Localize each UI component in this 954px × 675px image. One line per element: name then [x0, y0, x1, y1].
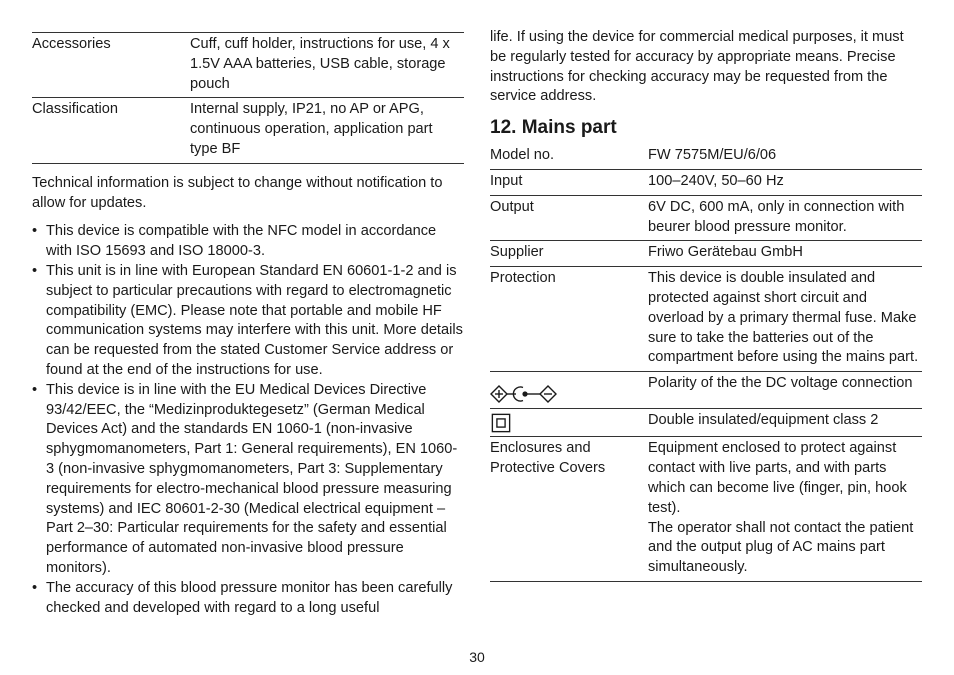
continuation-text: life. If using the device for commercial medical purposes, it must be regularly tested for accuracy by appropriate means. Precise instructions for checking accuracy may be requested from the service address. — [490, 29, 904, 105]
class-2-double-square-icon — [490, 413, 512, 433]
compliance-list — [32, 222, 464, 618]
spec-value — [648, 437, 922, 582]
spec-key: Accessories — [32, 36, 111, 52]
list-item: • The accuracy of this blood pressure monitor has been carefully checked and developed with regard to a long useful — [32, 579, 464, 619]
spec-value: 100–240V, 50–60 Hz — [648, 172, 784, 189]
right-column — [490, 0, 922, 582]
enclosure-text-2: The operator shall not contact the patient and the output plug of AC mains part simultaneously. — [648, 519, 914, 576]
enclosure-text-1: Equipment enclosed to protect against contact with live parts, and with parts which can become live (finger, pin, hook test). — [648, 440, 907, 516]
table-row — [490, 437, 922, 582]
table-row — [32, 98, 464, 163]
spec-key: Protection — [490, 270, 556, 287]
spec-value: 6V DC, 600 mA, only in connection with beurer blood pressure monitor. — [648, 198, 905, 235]
spec-key: Model no. — [490, 147, 555, 164]
table-row — [32, 33, 464, 98]
class2-symbol-cell — [490, 408, 648, 437]
spec-key: Enclosures and Protective Covers — [490, 440, 606, 477]
table-row — [490, 372, 922, 409]
table-row — [490, 144, 922, 169]
spec-key: Output — [490, 198, 534, 215]
list-item: • This device is in line with the EU Medical Devices Directive 93/42/EEC, the “Medizinproduktegesetz” (German Medical Devices Act) and the standards EN 1060-1 (non-invasive sphygmomanometers, Part 1: General requirements), EN 1060-3 (non-invasive sphygmomanometers, Part 3: Supplementary requirements for electro-mechanical blood pressure measuring systems) and IEC 80601-2-30 (Medical electrical equipment – Part 2–30: Particular requirements for the safety and essential performance of automated non-invasive blood pressure monitors). — [32, 381, 464, 579]
spec-value: FW 7575M/EU/6/06 — [648, 147, 777, 164]
table-row — [490, 241, 922, 267]
spec-value: Friwo Gerätebau GmbH — [648, 244, 803, 261]
polarity-symbol-cell — [490, 372, 648, 409]
spec-value: This device is double insulated and protected against short circuit and overload by a primary thermal fuse. Make sure to take the batteries out of the compartment before using the mains part. — [648, 270, 919, 366]
table-row — [490, 267, 922, 372]
spec-table-left — [32, 32, 464, 164]
list-item: • This device is compatible with the NFC model in accordance with ISO 15693 and ISO 18000-3. — [32, 222, 464, 262]
list-item: • This unit is in line with European Standard EN 60601-1-2 and is subject to particular precautions with regard to electromagnetic compatibility (EMC). Please note that portable and mobile HF communication systems may interfere with this unit. More details can be requested from the stated Customer Service address or found at the end of the instructions for use. — [32, 262, 464, 381]
spec-key: Supplier — [490, 244, 544, 261]
section-heading: 12. Mains part — [490, 117, 617, 139]
page-number: 30 — [469, 649, 485, 665]
mains-part-table — [490, 144, 922, 582]
spec-value: Internal supply, IP21, no AP or APG, continuous operation, application part type BF — [190, 101, 433, 157]
table-row — [490, 408, 922, 437]
dc-polarity-symbol-icon — [490, 384, 560, 404]
spec-key: Classification — [32, 101, 118, 118]
spec-key: Input — [490, 172, 523, 189]
table-row — [490, 169, 922, 195]
table-row — [490, 195, 922, 241]
spec-value: Double insulated/equipment class 2 — [648, 411, 879, 428]
spec-value: Cuff, cuff holder, instructions for use, 4 x 1.5V AAA batteries, USB cable, storage pouch — [190, 36, 450, 92]
spec-value: Polarity of the the DC voltage connection — [648, 375, 913, 392]
update-note: Technical information is subject to change without notification to allow for updates. — [32, 174, 443, 211]
left-column — [32, 0, 464, 618]
